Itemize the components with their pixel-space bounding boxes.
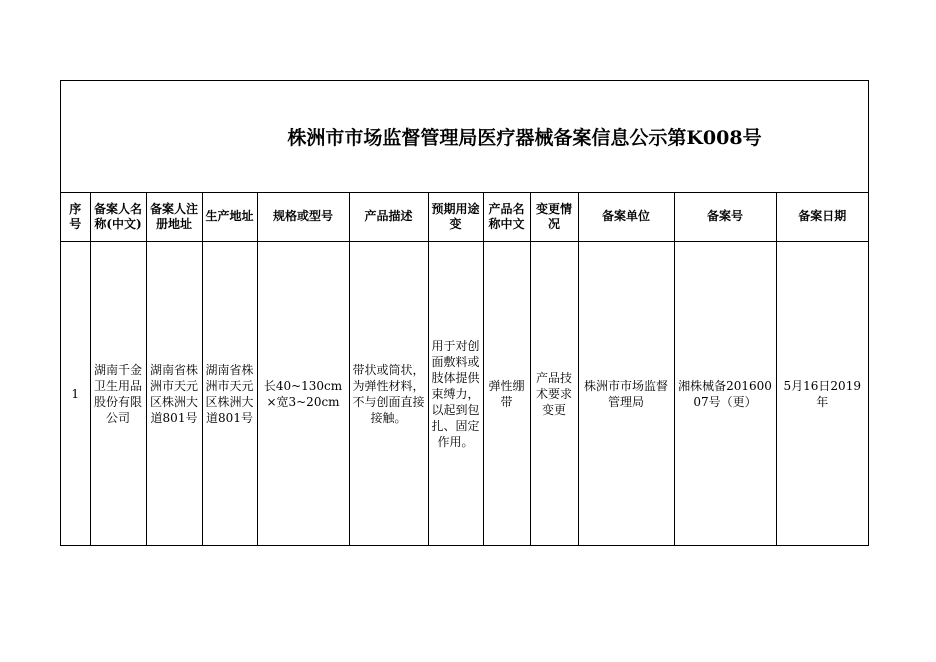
cell-filer-address: 湖南省株洲市天元区株洲大道801号 xyxy=(146,241,202,546)
cell-production-address: 湖南省株洲市天元区株洲大道801号 xyxy=(202,241,257,546)
header-filer-address: 备案人注册地址 xyxy=(146,193,202,241)
cell-filing-number: 湘株械备20160007号（更） xyxy=(674,241,776,546)
cell-seq: 1 xyxy=(61,241,90,546)
cell-spec-model: 长40~130cm×宽3~20cm xyxy=(257,241,349,546)
header-production-address: 生产地址 xyxy=(202,193,257,241)
filing-table xyxy=(61,193,868,546)
header-filing-number: 备案号 xyxy=(674,193,776,241)
cell-product-name: 弹性绷带 xyxy=(483,241,530,546)
header-intended-use: 预期用途变 xyxy=(428,193,483,241)
header-product-name: 产品名称中文 xyxy=(483,193,530,241)
table-row xyxy=(61,241,868,546)
cell-change-status: 产品技术要求变更 xyxy=(530,241,578,546)
spreadsheet xyxy=(60,80,869,546)
header-filer-name: 备案人名称(中文) xyxy=(90,193,146,241)
header-filing-unit: 备案单位 xyxy=(578,193,674,241)
header-filing-date: 备案日期 xyxy=(776,193,868,241)
header-seq: 序号 xyxy=(61,193,90,241)
cell-intended-use: 用于对创面敷料或肢体提供束缚力，以起到包扎、固定作用。 xyxy=(428,241,483,546)
page-title: 株洲市市场监督管理局医疗器械备案信息公示第K008号 xyxy=(287,127,762,149)
cell-filing-date: 5月16日2019年 xyxy=(776,241,868,546)
header-product-description: 产品描述 xyxy=(349,193,428,241)
cell-product-description: 带状或筒状，为弹性材料，不与创面直接接触。 xyxy=(349,241,428,546)
header-change-status: 变更情况 xyxy=(530,193,578,241)
cell-filing-unit: 株洲市市场监督管理局 xyxy=(578,241,674,546)
header-spec-model: 规格或型号 xyxy=(257,193,349,241)
header-row xyxy=(61,193,868,241)
cell-filer-name: 湖南千金卫生用品股份有限公司 xyxy=(90,241,146,546)
title-row xyxy=(61,81,868,193)
